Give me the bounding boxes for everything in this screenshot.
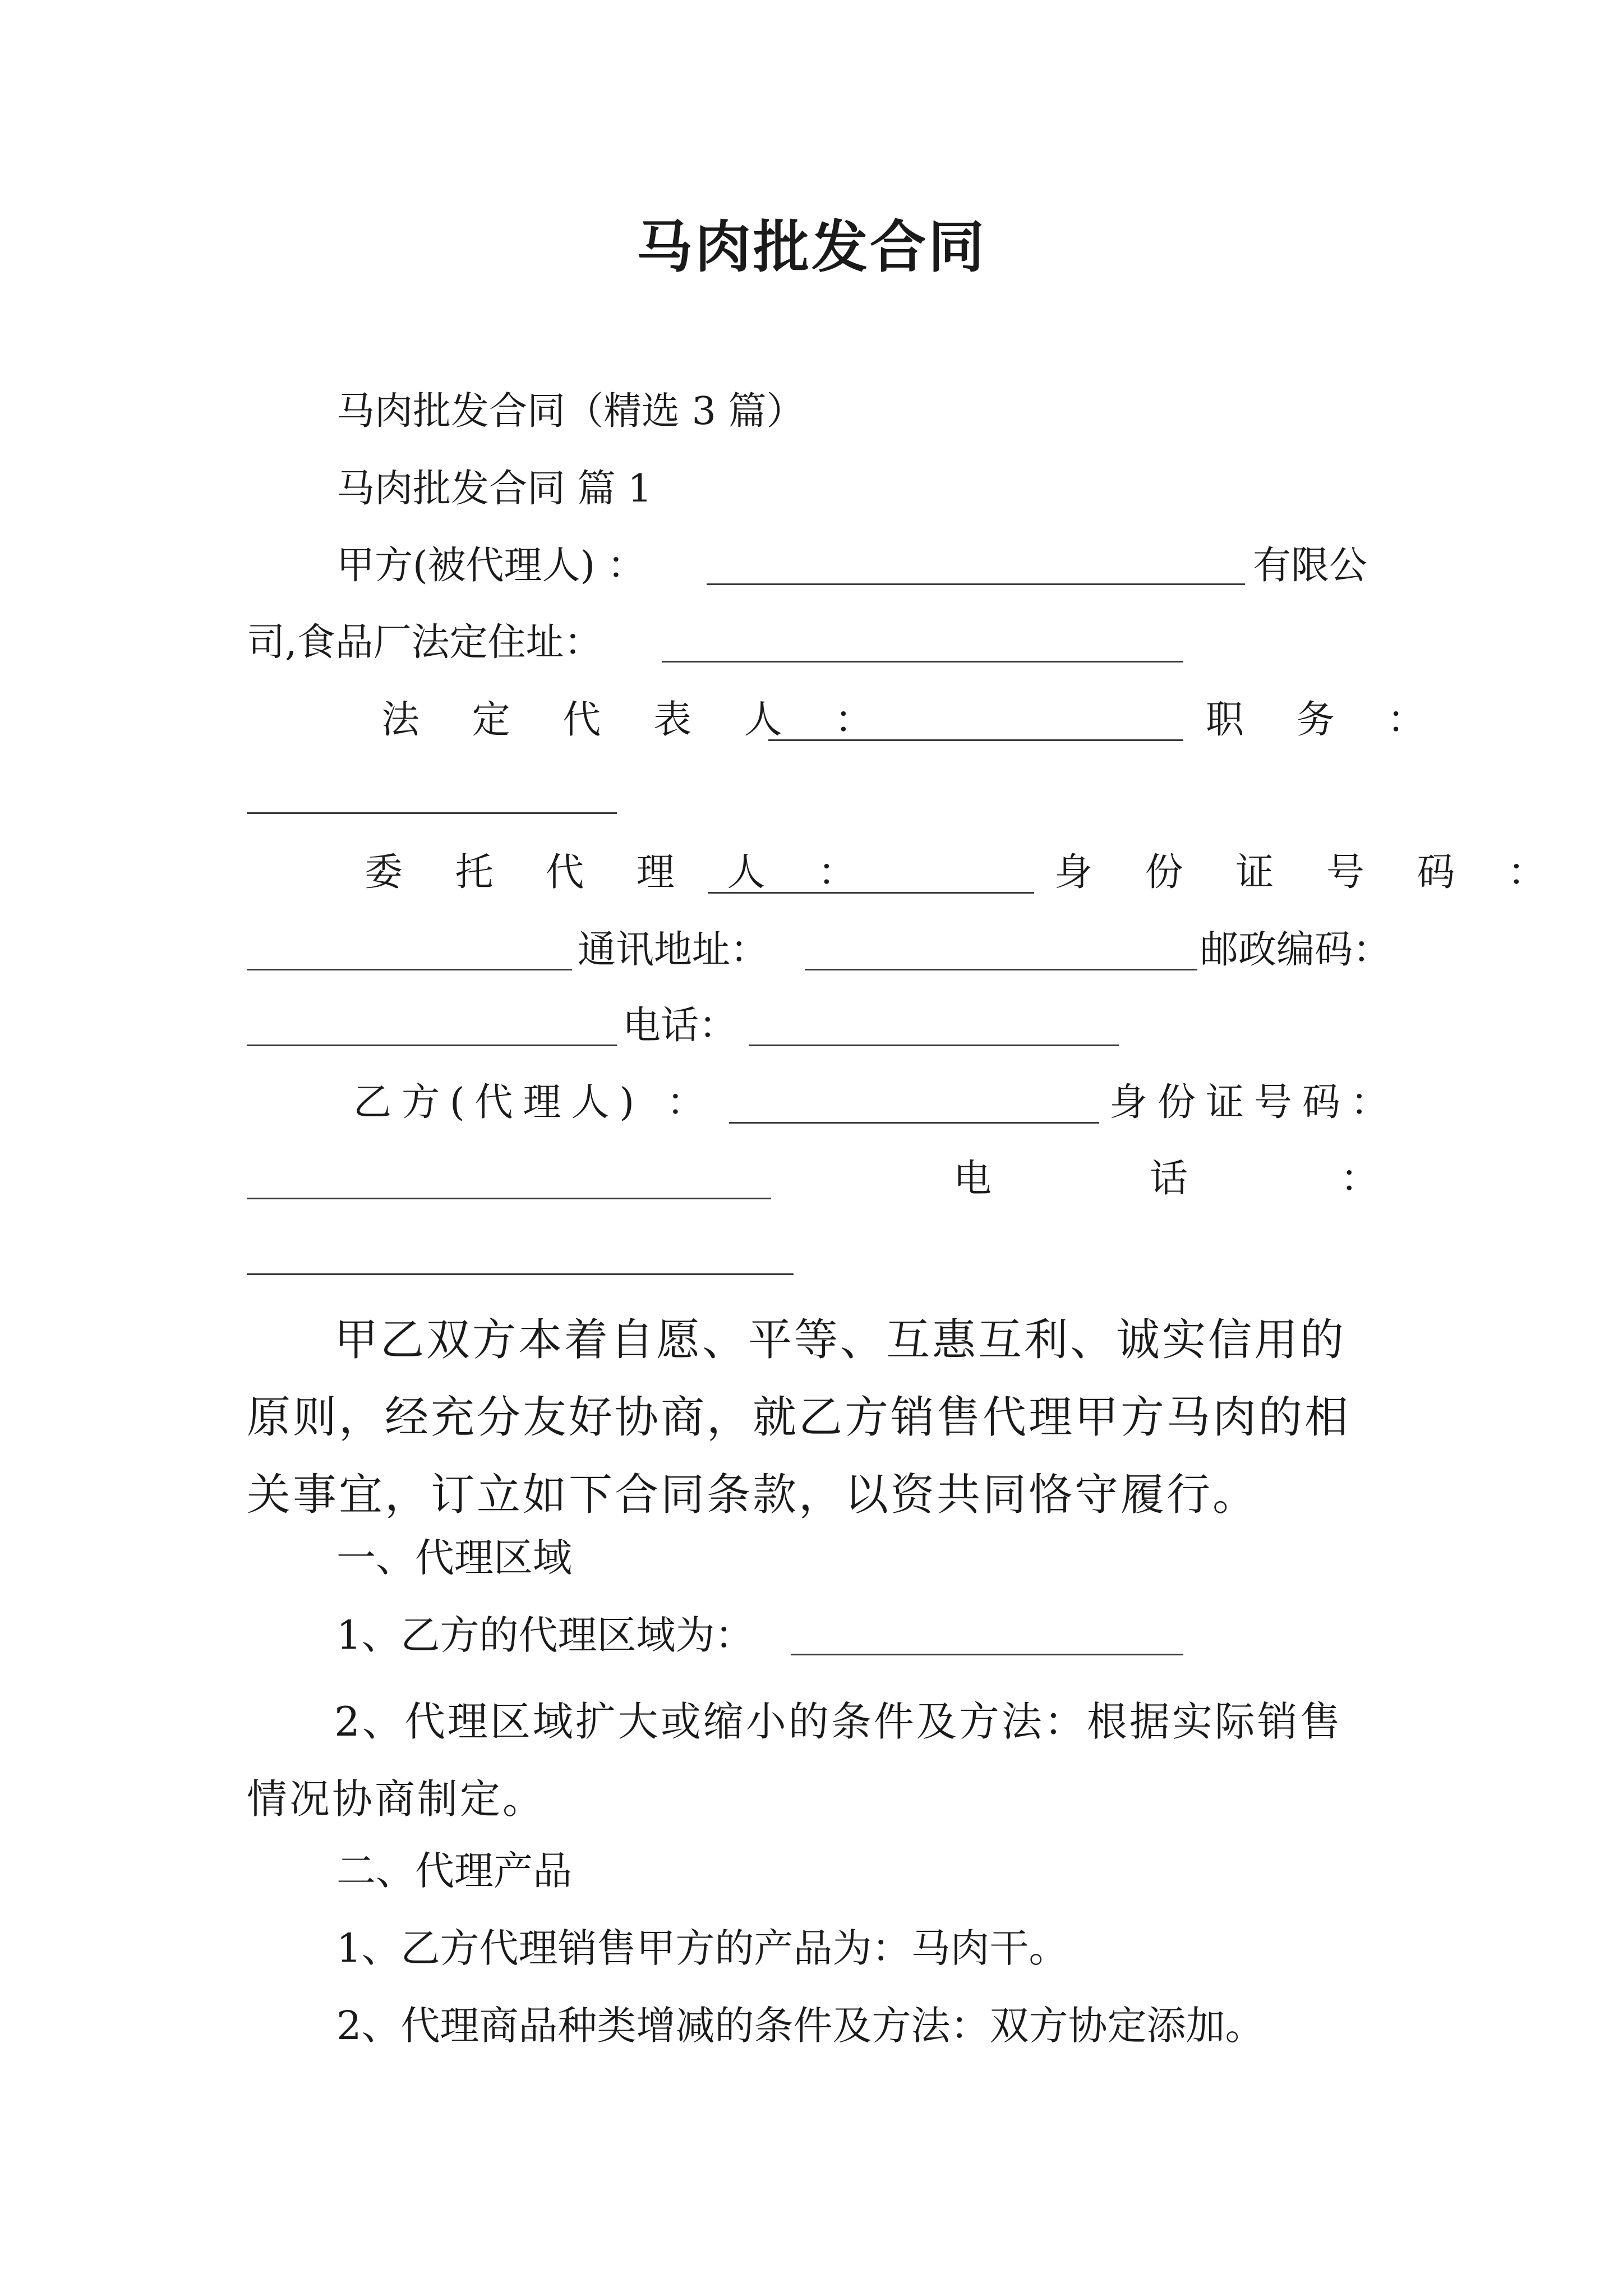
intro-paragraph: 甲乙双方本着自愿、平等、互惠互利、诚实信用的原则，经充分友好协商，就乙方销售代理甲方马肉的相关事宜，订立如下合同条款，以资共同恪守履行。 [247, 1315, 1351, 1520]
section-2-item-2: 2、代理商品种类增减的条件及方法：双方协定添加。 [336, 2003, 1265, 2049]
phone-blank[interactable] [749, 1045, 1119, 1046]
document-title: 马肉批发合同 [637, 214, 986, 280]
party-b-label: 乙方(代理人) ： [353, 1080, 715, 1125]
party-b-phone-blank[interactable] [247, 1273, 794, 1275]
subtitle: 马肉批发合同（精选 3 篇） [336, 389, 805, 434]
section-1-item-2: 2、代理区域扩大或缩小的条件及方法：根据实际销售情况协商制定。 [247, 1698, 1343, 1823]
legal-rep-label: 法 定 代 表 人 ： [381, 698, 893, 742]
party-b-phone-label-1: 电 [953, 1157, 992, 1201]
party-a-suffix: 有限公 [1253, 544, 1368, 588]
party-b-id-label: 身份证号码： [1109, 1080, 1399, 1125]
address-label: 通讯地址： [578, 928, 769, 972]
postcode-blank[interactable] [247, 1045, 617, 1046]
position-blank[interactable] [247, 812, 617, 814]
address-blank[interactable] [805, 969, 1197, 970]
agent-label: 委 托 代 理 人 ： [365, 850, 877, 895]
party-b-blank[interactable] [729, 1122, 1099, 1124]
section-2-item-1: 1、乙方代理销售甲方的产品为：马肉干。 [336, 1925, 1068, 1971]
section-1-heading: 一、代理区域 [336, 1535, 572, 1581]
party-b-phone-label-2: 话 [1150, 1157, 1188, 1201]
region-blank[interactable] [791, 1654, 1183, 1655]
postcode-label: 邮政编码： [1200, 928, 1391, 972]
party-a-label: 甲方(被代理人) ： [336, 544, 645, 588]
section-1-item-1: 1、乙方的代理区域为： [336, 1612, 754, 1658]
id-label: 身 份 证 号 码 ： [1054, 850, 1566, 895]
party-a-address-blank[interactable] [662, 661, 1183, 662]
party-b-phone-colon: ： [1340, 1157, 1379, 1201]
party-a-company-blank[interactable] [707, 583, 1245, 585]
phone-label: 电话： [623, 1004, 737, 1048]
legal-rep-blank[interactable] [768, 739, 1183, 741]
section-2-heading: 二、代理产品 [336, 1848, 572, 1894]
party-a-address-label: 司,食品厂法定住址： [247, 620, 602, 665]
position-label: 职 务 ： [1206, 698, 1446, 742]
party-b-id-blank[interactable] [247, 1198, 771, 1199]
agent-blank[interactable] [708, 892, 1034, 894]
section-title: 马肉批发合同 篇 1 [336, 467, 652, 511]
id-number-blank[interactable] [247, 969, 572, 970]
